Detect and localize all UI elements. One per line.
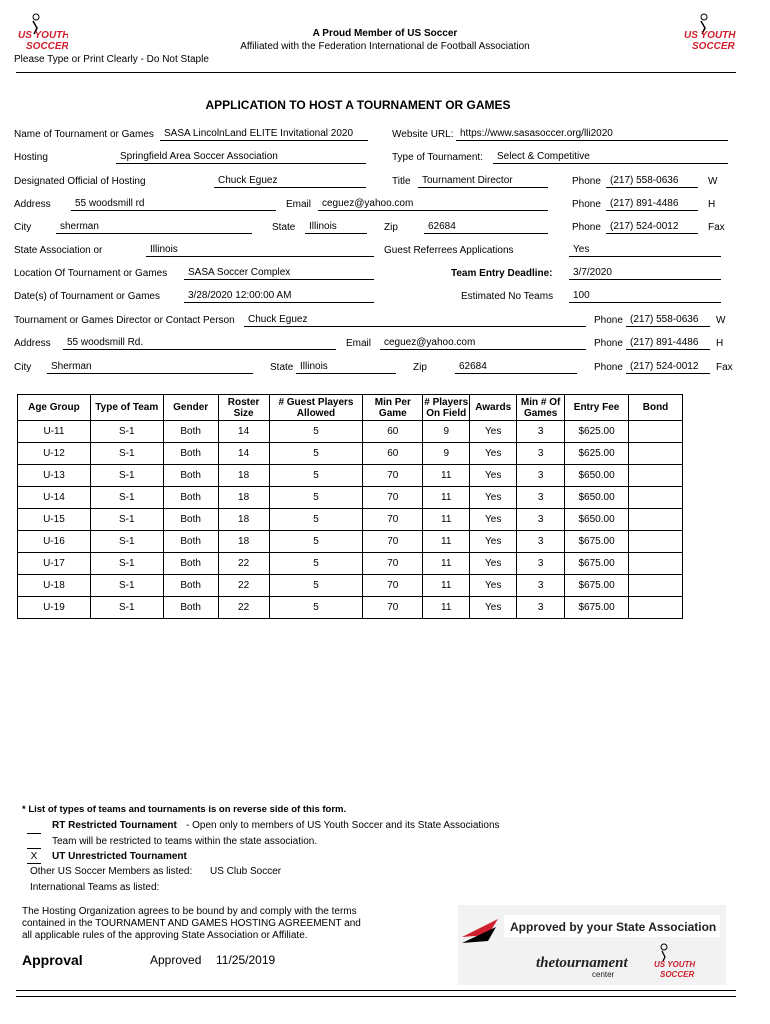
dates-field[interactable]: 3/28/2020 12:00:00 AM	[184, 290, 374, 303]
est-teams-label: Estimated No Teams	[461, 291, 554, 302]
col-header-min-games: Min # Of Games	[517, 395, 565, 421]
cell-players-on-field: 11	[423, 465, 470, 487]
cell-guest-players: 5	[269, 575, 363, 597]
col-header-players-on-field: # Players On Field	[424, 396, 469, 419]
website-label: Website URL:	[392, 129, 454, 140]
cell-age-group: U-11	[18, 421, 91, 443]
cell-bond	[629, 597, 683, 619]
approval-label: Approval	[22, 952, 83, 968]
table-row	[18, 465, 683, 487]
zip-field[interactable]: 62684	[424, 221, 548, 234]
cell-guest-players: 5	[269, 421, 363, 443]
email-label: Email	[286, 199, 312, 210]
cell-min-games: 3	[517, 465, 565, 487]
cell-bond	[629, 531, 683, 553]
cell-min-per-game: 70	[363, 531, 423, 553]
cell-type-of-team: S-1	[90, 553, 163, 575]
col-header-awards: Awards	[470, 395, 517, 421]
guest-ref-label: Guest Referrees Applications	[384, 245, 514, 256]
phone-label: Phone	[572, 199, 601, 210]
tc-logo-line1: thetournament	[536, 955, 628, 971]
cell-min-games: 3	[517, 597, 565, 619]
location-field[interactable]: SASA Soccer Complex	[184, 267, 374, 280]
cell-min-per-game: 70	[363, 465, 423, 487]
phone-home-field[interactable]: (217) 891-4486	[606, 198, 698, 211]
director-phone-fax-suffix: Fax	[716, 362, 733, 373]
cell-players-on-field: 11	[423, 509, 470, 531]
cell-entry-fee: $650.00	[565, 509, 629, 531]
cell-awards: Yes	[470, 553, 517, 575]
phone-label: Phone	[594, 338, 623, 349]
agreement-line-2: contained in the TOURNAMENT AND GAMES HOSTING AGREEMENT and	[22, 918, 361, 929]
table-header-row	[18, 395, 683, 421]
cell-gender: Both	[163, 509, 218, 531]
cell-awards: Yes	[470, 421, 517, 443]
zip-label: Zip	[384, 222, 398, 233]
city-label: City	[14, 362, 32, 373]
rt-description-2: Team will be restricted to teams within the state association.	[52, 836, 318, 847]
state-label: State	[272, 222, 296, 233]
tournament-type-field[interactable]: Select & Competitive	[493, 151, 728, 164]
cell-age-group: U-13	[18, 465, 91, 487]
approved-status: Approved	[150, 953, 202, 967]
cell-bond	[629, 487, 683, 509]
official-label: Designated Official of Hosting	[14, 176, 146, 187]
approval-swoosh-icon	[458, 905, 726, 985]
tc-logo-line2: center	[592, 970, 615, 979]
approved-date: 11/25/2019	[216, 953, 276, 967]
phone-label: Phone	[594, 315, 623, 326]
cell-bond	[629, 421, 683, 443]
director-field[interactable]: Chuck Eguez	[244, 314, 586, 327]
cell-type-of-team: S-1	[90, 597, 163, 619]
col-header-entry-fee: Entry Fee	[565, 395, 629, 421]
cell-age-group: U-16	[18, 531, 91, 553]
cell-entry-fee: $675.00	[565, 597, 629, 619]
guest-ref-field[interactable]: Yes	[569, 244, 721, 257]
hosting-field[interactable]: Springfield Area Soccer Association	[116, 151, 366, 164]
phone-work-suffix: W	[708, 176, 718, 187]
cell-roster-size: 14	[218, 443, 269, 465]
cell-min-per-game: 60	[363, 421, 423, 443]
cell-guest-players: 5	[269, 597, 363, 619]
title-label: Title	[392, 176, 411, 187]
cell-players-on-field: 11	[423, 597, 470, 619]
ut-title: UT Unrestricted Tournament	[52, 851, 187, 862]
cell-guest-players: 5	[269, 553, 363, 575]
cell-players-on-field: 11	[423, 531, 470, 553]
cell-roster-size: 18	[218, 509, 269, 531]
table-row	[18, 575, 683, 597]
cell-gender: Both	[163, 553, 218, 575]
phone-work-field[interactable]: (217) 558-0636	[606, 175, 698, 188]
cell-entry-fee: $625.00	[565, 443, 629, 465]
cell-players-on-field: 11	[423, 575, 470, 597]
col-header-type-of-team: Type of Team	[90, 395, 163, 421]
state-label: State	[270, 362, 294, 373]
cell-min-per-game: 70	[363, 553, 423, 575]
hosting-label: Hosting	[14, 152, 48, 163]
table-row	[18, 531, 683, 553]
cell-min-per-game: 70	[363, 575, 423, 597]
table-row	[18, 509, 683, 531]
cell-gender: Both	[163, 465, 218, 487]
cell-roster-size: 22	[218, 597, 269, 619]
cell-min-per-game: 70	[363, 509, 423, 531]
phone-label: Phone	[572, 222, 601, 233]
director-state-field[interactable]: Illinois	[296, 361, 396, 374]
member-line: A Proud Member of US Soccer	[312, 28, 458, 39]
cell-min-games: 3	[517, 421, 565, 443]
rt-restrict-checkbox[interactable]	[27, 836, 41, 849]
cell-entry-fee: $625.00	[565, 421, 629, 443]
affiliated-line: Affiliated with the Federation International de Football Association	[240, 41, 530, 52]
cell-gender: Both	[163, 443, 218, 465]
director-phone-fax-field[interactable]: (217) 524-0012	[626, 361, 710, 374]
cell-bond	[629, 443, 683, 465]
cell-min-per-game: 70	[363, 487, 423, 509]
deadline-label: Team Entry Deadline:	[451, 268, 553, 279]
cell-awards: Yes	[470, 465, 517, 487]
cell-gender: Both	[163, 575, 218, 597]
cell-age-group: U-18	[18, 575, 91, 597]
cell-type-of-team: S-1	[90, 531, 163, 553]
col-header-bond: Bond	[629, 395, 683, 421]
col-header-age-group: Age Group	[18, 395, 91, 421]
official-title-field[interactable]: Tournament Director	[418, 175, 548, 188]
col-header-gender: Gender	[163, 395, 218, 421]
cell-type-of-team: S-1	[90, 465, 163, 487]
cell-min-games: 3	[517, 553, 565, 575]
cell-min-games: 3	[517, 575, 565, 597]
cell-guest-players: 5	[269, 443, 363, 465]
dates-label: Date(s) of Tournament or Games	[14, 291, 160, 302]
cell-bond	[629, 465, 683, 487]
cell-gender: Both	[163, 531, 218, 553]
col-header-guest-players: # Guest Players Allowed	[269, 395, 363, 421]
tournament-type-label: Type of Tournament:	[392, 152, 483, 163]
cell-awards: Yes	[470, 575, 517, 597]
cell-gender: Both	[163, 487, 218, 509]
phone-fax-suffix: Fax	[708, 222, 725, 233]
cell-awards: Yes	[470, 531, 517, 553]
logo-text-bottom: SOCCER	[26, 41, 68, 52]
cell-age-group: U-12	[18, 443, 91, 465]
state-assoc-field[interactable]: Illinois	[146, 244, 374, 257]
state-field[interactable]: Illinois	[305, 221, 367, 234]
col-header-roster-size: Roster Size	[218, 395, 269, 421]
age-group-table	[17, 394, 683, 619]
address-label: Address	[14, 338, 51, 349]
cell-type-of-team: S-1	[90, 443, 163, 465]
cell-min-games: 3	[517, 531, 565, 553]
cell-type-of-team: S-1	[90, 575, 163, 597]
agreement-line-3: all applicable rules of the approving State Association or Affiliate.	[22, 930, 308, 941]
other-members-value: US Club Soccer	[210, 866, 282, 877]
cell-entry-fee: $675.00	[565, 553, 629, 575]
table-row	[18, 421, 683, 443]
cell-awards: Yes	[470, 509, 517, 531]
cell-min-games: 3	[517, 487, 565, 509]
rt-checkbox[interactable]	[27, 821, 41, 834]
director-city-field[interactable]: Sherman	[47, 361, 253, 374]
other-members-label: Other US Soccer Members as listed:	[30, 866, 193, 877]
cell-guest-players: 5	[269, 509, 363, 531]
cell-entry-fee: $675.00	[565, 531, 629, 553]
cell-age-group: U-14	[18, 487, 91, 509]
cell-players-on-field: 9	[423, 421, 470, 443]
cell-min-per-game: 60	[363, 443, 423, 465]
director-phone-home-suffix: H	[716, 338, 724, 349]
cell-bond	[629, 509, 683, 531]
cell-min-games: 3	[517, 443, 565, 465]
international-label: International Teams as listed:	[30, 882, 160, 893]
cell-age-group: U-15	[18, 509, 91, 531]
cell-awards: Yes	[470, 597, 517, 619]
cell-roster-size: 18	[218, 487, 269, 509]
cell-type-of-team: S-1	[90, 421, 163, 443]
instruction-text: Please Type or Print Clearly - Do Not Staple	[14, 54, 209, 65]
phone-label: Phone	[572, 176, 601, 187]
logo-text-top: US YOUTH	[18, 30, 68, 41]
table-row	[18, 597, 683, 619]
cell-age-group: U-19	[18, 597, 91, 619]
logo-text-top: US YOUTH	[684, 30, 736, 41]
director-phone-work-suffix: W	[716, 315, 726, 326]
cell-entry-fee: $650.00	[565, 487, 629, 509]
zip-label: Zip	[413, 362, 427, 373]
address-label: Address	[14, 199, 51, 210]
cell-roster-size: 18	[218, 531, 269, 553]
cell-players-on-field: 9	[423, 443, 470, 465]
form-title: APPLICATION TO HOST A TOURNAMENT OR GAMES	[205, 98, 511, 112]
cell-bond	[629, 575, 683, 597]
director-zip-field[interactable]: 62684	[455, 361, 577, 374]
cell-guest-players: 5	[269, 487, 363, 509]
cell-gender: Both	[163, 597, 218, 619]
table-row	[18, 443, 683, 465]
table-row	[18, 487, 683, 509]
director-phone-home-field[interactable]: (217) 891-4486	[626, 337, 710, 350]
cell-awards: Yes	[470, 487, 517, 509]
cell-roster-size: 22	[218, 575, 269, 597]
cell-roster-size: 22	[218, 553, 269, 575]
cell-awards: Yes	[470, 443, 517, 465]
rt-description: - Open only to members of US Youth Soccer and its State Associations	[186, 820, 500, 831]
cell-guest-players: 5	[269, 531, 363, 553]
footer-divider-1	[16, 990, 736, 991]
director-phone-work-field[interactable]: (217) 558-0636	[626, 314, 710, 327]
deadline-field[interactable]: 3/7/2020	[569, 267, 721, 280]
col-header-min-per-game: Min Per Game	[363, 395, 423, 421]
phone-home-suffix: H	[708, 199, 716, 210]
cell-entry-fee: $650.00	[565, 465, 629, 487]
cell-bond	[629, 553, 683, 575]
city-field[interactable]: sherman	[56, 221, 252, 234]
banner-logo-bottom: SOCCER	[660, 970, 695, 979]
cell-min-games: 3	[517, 509, 565, 531]
website-field[interactable]: https://www.sasasoccer.org/lli2020	[456, 128, 728, 141]
agreement-line-1: The Hosting Organization agrees to be bound by and comply with the terms	[22, 906, 357, 917]
email-label: Email	[346, 338, 372, 349]
cell-entry-fee: $675.00	[565, 575, 629, 597]
banner-text: Approved by your State Association	[510, 920, 717, 934]
logo-text-bottom: SOCCER	[692, 41, 735, 52]
state-approval-banner	[458, 905, 726, 985]
name-label: Name of Tournament or Games	[14, 129, 154, 140]
cell-min-per-game: 70	[363, 597, 423, 619]
cell-guest-players: 5	[269, 465, 363, 487]
cell-age-group: U-17	[18, 553, 91, 575]
address-field[interactable]: 55 woodsmill rd	[71, 198, 276, 211]
phone-label: Phone	[594, 362, 623, 373]
footer-divider-2	[16, 996, 736, 997]
cell-roster-size: 14	[218, 421, 269, 443]
table-row	[18, 553, 683, 575]
director-label: Tournament or Games Director or Contact Person	[14, 315, 235, 326]
phone-fax-field[interactable]: (217) 524-0012	[606, 221, 698, 234]
official-field[interactable]: Chuck Eguez	[214, 175, 366, 188]
header-divider	[16, 72, 736, 73]
cell-type-of-team: S-1	[90, 509, 163, 531]
rt-title: RT Restricted Tournament	[52, 820, 177, 831]
cell-roster-size: 18	[218, 465, 269, 487]
est-teams-field[interactable]: 100	[569, 290, 721, 303]
cell-gender: Both	[163, 421, 218, 443]
banner-logo-top: US YOUTH	[654, 960, 696, 969]
cell-players-on-field: 11	[423, 487, 470, 509]
list-note: * List of types of teams and tournaments is on reverse side of this form.	[22, 804, 347, 815]
cell-type-of-team: S-1	[90, 487, 163, 509]
cell-players-on-field: 11	[423, 553, 470, 575]
director-email-field[interactable]: ceguez@yahoo.com	[380, 337, 586, 350]
location-label: Location Of Tournament or Games	[14, 268, 168, 279]
tournament-name-field[interactable]: SASA LincolnLand ELITE Invitational 2020	[160, 128, 368, 141]
director-address-field[interactable]: 55 woodsmill Rd.	[63, 337, 336, 350]
state-assoc-label: State Association or	[14, 245, 103, 256]
ut-checkbox[interactable]: X	[27, 851, 41, 864]
city-label: City	[14, 222, 32, 233]
email-field[interactable]: ceguez@yahoo.com	[318, 198, 548, 211]
